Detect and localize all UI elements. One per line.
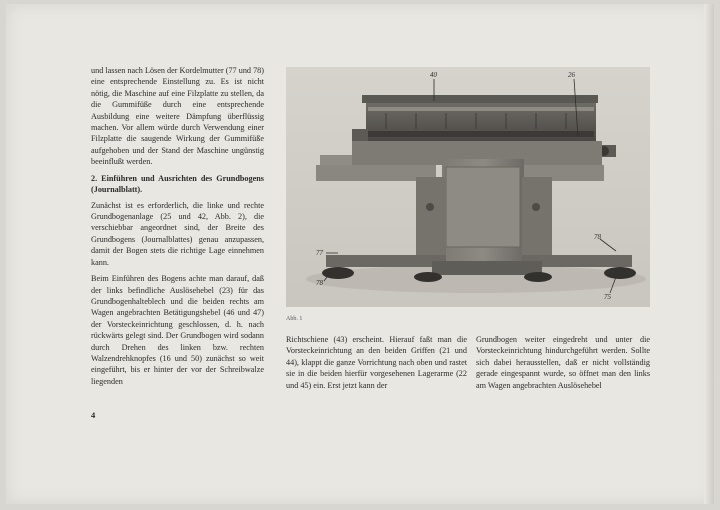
paragraph-guides: Zunächst ist es erforderlich, die linke und rechte Grundbogenanlage (25 und 42, Abb. 2), die verschiebbar angeordnet sind, der Breite des Grundbogens (Journalblattes) genau anzupassen, damit der Bogen stets die richtige Lage einnehmen kann.	[91, 200, 264, 267]
book-page	[6, 4, 714, 504]
text-column-middle: Richtschiene (43) erscheint. Hierauf faßt man die Vorsteckeinrichtung an den beiden Griffen (21 und 44), klappt die ganze Vorrichtung nach oben und rastet sie in die beiden hierfür vorgesehenen Lagerarme (22 und 45) ein. Erst jetzt kann der	[286, 335, 467, 390]
accounting-machine-illustration	[286, 67, 650, 307]
machine-photo	[286, 67, 650, 307]
page-number: 4	[91, 410, 96, 420]
label-40: 40	[430, 71, 437, 79]
paragraph-inserting: Beim Einführen des Bogens achte man darauf, daß der links befindliche Auslösehebel (23) für das Grundbogenhalteblech und die beiden rechts am Wagen angebrachten Betätigungshebel (46 und 47) der Vorsteckeinrichtung geschlossen, d. h. nach rückwärts gelegt sind. Der Grundbogen wird sodann durch Drehen des linken bzw. rechten Walzendrehknopfes (16 und 50) zunächst so weit eingeführt, bis er hinter der vor der Schreibwalze liegenden	[91, 274, 264, 386]
label-78-left: 78	[316, 279, 323, 287]
page-spine-shadow	[704, 4, 714, 504]
text-column-right: Grundbogen weiter eingedreht und unter die Vorsteckeinrichtung hindurchgeführt werden. Sollte sich dabei herausstellen, daß er nicht vollständig gerade eingespannt wurde, so öffnet man den links am Wagen angebrachten Auslösehebel	[476, 335, 650, 390]
label-75: 75	[604, 293, 611, 301]
label-77: 77	[316, 249, 323, 257]
label-26: 26	[568, 71, 575, 79]
label-78-right: 78	[594, 233, 601, 241]
figure-caption: Abb. 1	[286, 316, 303, 322]
section-heading: 2. Einführen und Ausrichten des Grundbogens (Journalblatt).	[91, 173, 264, 194]
paragraph-mounting: und lassen nach Lösen der Kordelmutter (77 und 78) eine entsprechende Einstellung zu. Es ist nicht nötig, die Maschine auf eine Filzplatte zu stellen, da die Gummifüße durch eine entsprechende Ausbildung eine weitere Dämpfung überflüssig machen. Vor allem würde durch Verwendung einer Filzplatte die saugende Wirkung der Gummifüße aufgehoben und der Stand der Maschine ungünstig beeinflußt werden.	[91, 66, 264, 167]
text-column-left	[91, 65, 264, 392]
